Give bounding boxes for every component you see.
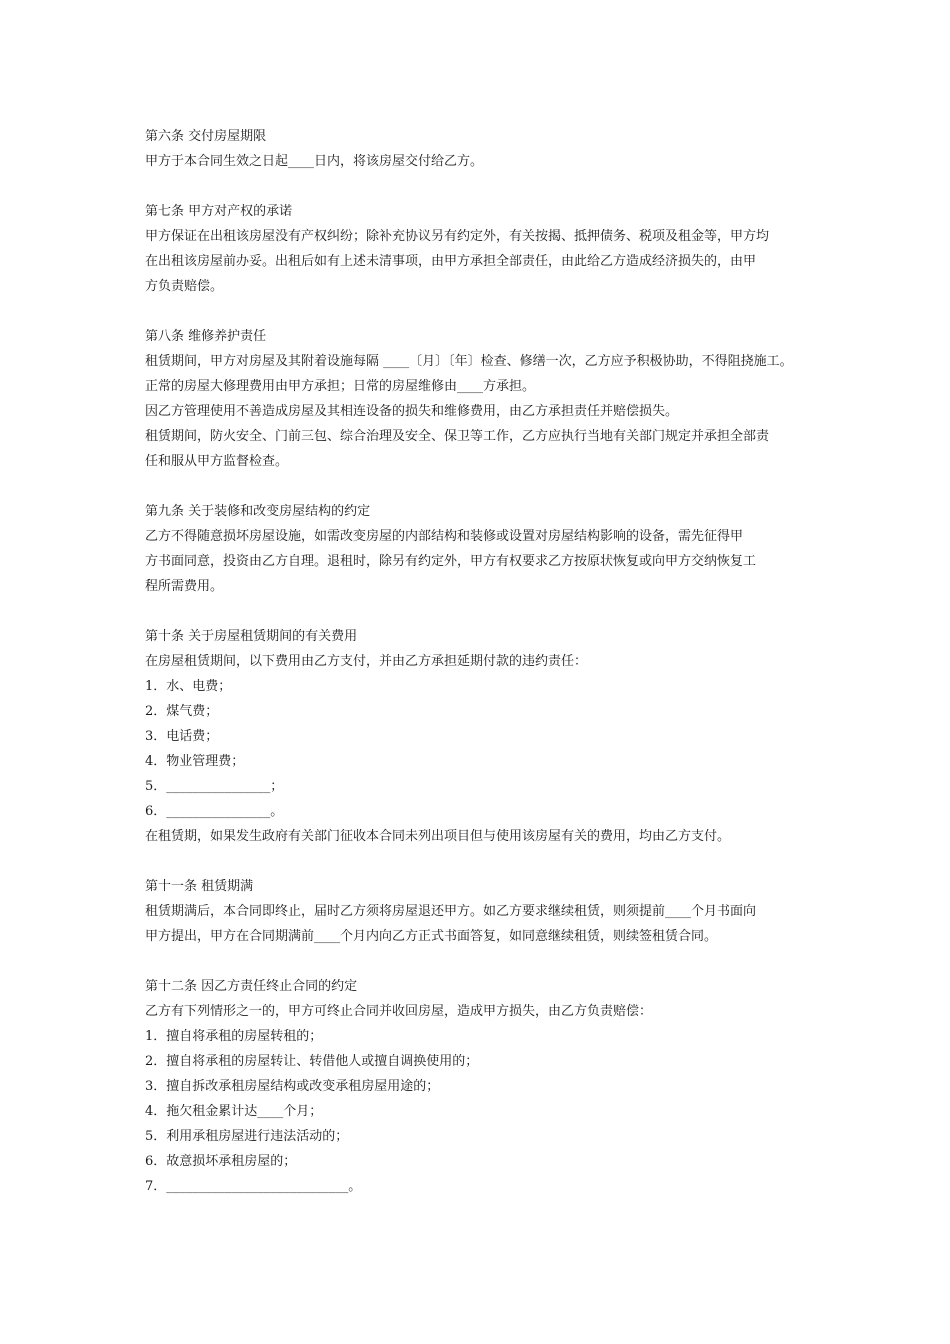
- article-heading: 第八条 维修养护责任: [145, 329, 267, 344]
- list-item: 5．________________；: [145, 779, 284, 794]
- list-item: 6．________________。: [145, 804, 284, 819]
- article-heading: 第六条 交付房屋期限: [145, 129, 267, 144]
- article-heading: 第七条 甲方对产权的承诺: [145, 204, 293, 219]
- article-heading: 第十一条 租赁期满: [145, 879, 254, 894]
- paragraph-line: 甲方提出，甲方在合同期满前____个月内向乙方正式书面答复，如同意继续租赁，则续签租赁合同。: [145, 929, 718, 944]
- article-7: [145, 199, 815, 299]
- article-10: [145, 624, 815, 849]
- paragraph-line: 程所需费用。: [145, 579, 224, 594]
- paragraph-line: 在房屋租赁期间，以下费用由乙方支付，并由乙方承担延期付款的违约责任：: [145, 654, 588, 669]
- article-heading: 第十二条 因乙方责任终止合同的约定: [145, 979, 358, 994]
- list-item: 5．利用承租房屋进行违法活动的；: [145, 1129, 349, 1144]
- paragraph-line: 甲方保证在出租该房屋没有产权纠纷；除补充协议另有约定外，有关按揭、抵押债务、税项及租金等，甲方均: [145, 229, 770, 244]
- article-11: [145, 874, 815, 949]
- article-12: [145, 974, 815, 1199]
- paragraph-line: 乙方有下列情形之一的，甲方可终止合同并收回房屋，造成甲方损失，由乙方负责赔偿：: [145, 1004, 653, 1019]
- list-item: 6．故意损坏承租房屋的；: [145, 1154, 297, 1169]
- list-item: 7．____________________________。: [145, 1179, 362, 1194]
- paragraph-line: 租赁期满后，本合同即终止，届时乙方须将房屋退还甲方。如乙方要求继续租赁，则须提前____个月书面向: [145, 904, 757, 919]
- article-6: [145, 124, 815, 174]
- article-8: [145, 324, 815, 474]
- list-item: 1．擅自将承租的房屋转租的；: [145, 1029, 323, 1044]
- paragraph-line: 方书面同意，投资由乙方自理。退租时，除另有约定外，甲方有权要求乙方按原状恢复或向甲方交纳恢复工: [145, 554, 757, 569]
- paragraph-line: 正常的房屋大修理费用由甲方承担；日常的房屋维修由____方承担。: [145, 379, 536, 394]
- list-item: 1．水、电费；: [145, 679, 232, 694]
- paragraph-line: 乙方不得随意损坏房屋设施，如需改变房屋的内部结构和装修或设置对房屋结构影响的设备，需先征得甲: [145, 529, 744, 544]
- list-item: 2．擅自将承租的房屋转让、转借他人或擅自调换使用的；: [145, 1054, 479, 1069]
- document-page: [145, 124, 815, 1224]
- article-9: [145, 499, 815, 599]
- paragraph-line: 租赁期间，甲方对房屋及其附着设施每隔 ____〔月〕〔年〕检查、修缮一次，乙方应予积极协助，不得阻挠施工。: [145, 354, 793, 369]
- paragraph-line: 方负责赔偿。: [145, 279, 224, 294]
- list-item: 4．物业管理费；: [145, 754, 245, 769]
- paragraph-line: 甲方于本合同生效之日起____日内，将该房屋交付给乙方。: [145, 154, 484, 169]
- article-heading: 第九条 关于装修和改变房屋结构的约定: [145, 504, 371, 519]
- list-item: 3．电话费；: [145, 729, 219, 744]
- paragraph-line: 在租赁期，如果发生政府有关部门征收本合同未列出项目但与使用该房屋有关的费用，均由乙方支付。: [145, 829, 731, 844]
- list-item: 3．擅自拆改承租房屋结构或改变承租房屋用途的；: [145, 1079, 440, 1094]
- paragraph-line: 任和服从甲方监督检查。: [145, 454, 289, 469]
- article-heading: 第十条 关于房屋租赁期间的有关费用: [145, 629, 358, 644]
- paragraph-line: 在出租该房屋前办妥。出租后如有上述未清事项，由甲方承担全部责任，由此给乙方造成经济损失的，由甲: [145, 254, 757, 269]
- paragraph-line: 因乙方管理使用不善造成房屋及其相连设备的损失和维修费用，由乙方承担责任并赔偿损失。: [145, 404, 679, 419]
- list-item: 2．煤气费；: [145, 704, 219, 719]
- list-item: 4．拖欠租金累计达____个月；: [145, 1104, 323, 1119]
- paragraph-line: 租赁期间，防火安全、门前三包、综合治理及安全、保卫等工作，乙方应执行当地有关部门规定并承担全部责: [145, 429, 770, 444]
